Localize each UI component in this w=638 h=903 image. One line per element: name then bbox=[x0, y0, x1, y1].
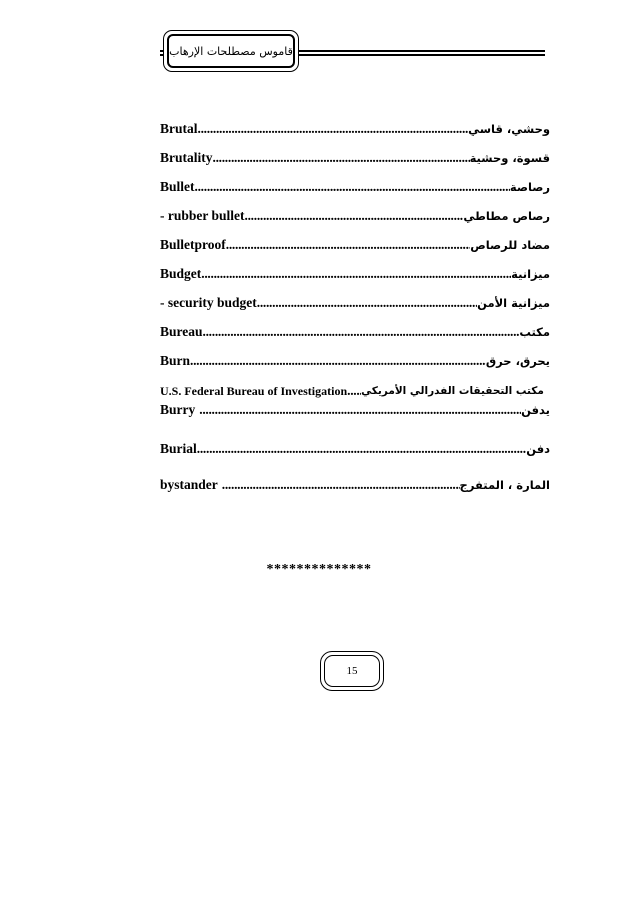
entry-english: bystander bbox=[160, 477, 218, 492]
entry-leader bbox=[245, 208, 464, 224]
entry-leader bbox=[195, 179, 510, 195]
entry-english: Bullet bbox=[160, 179, 195, 194]
entry-arabic: مكتب bbox=[519, 325, 550, 339]
header-title-box bbox=[163, 30, 299, 72]
section-separator-stars: ************** bbox=[266, 562, 372, 577]
entry-arabic: مكتب التحقيقات الفدرالي الأمريكي bbox=[361, 385, 544, 397]
entry-english: Budget bbox=[160, 266, 202, 281]
entry-arabic: قسوة، وحشية bbox=[469, 151, 550, 165]
entry-english: - rubber bullet bbox=[160, 208, 245, 223]
entry-english: Burry bbox=[160, 402, 196, 417]
entry-bulletproof bbox=[160, 234, 550, 256]
entry-brutality bbox=[160, 147, 550, 169]
entry-arabic: وحشي، قاسي bbox=[468, 122, 550, 136]
entry-english: Burn bbox=[160, 353, 191, 368]
page-number-box bbox=[320, 651, 384, 691]
entry-leader bbox=[213, 150, 470, 166]
entry-burial bbox=[160, 438, 550, 460]
entry-english: Brutality bbox=[160, 150, 213, 165]
entry-arabic: دفن bbox=[526, 442, 550, 456]
entry-leader bbox=[199, 402, 521, 418]
header-title: قاموس مصطلحات الإرهاب bbox=[167, 34, 295, 68]
entry-leader bbox=[226, 237, 470, 253]
entry-english: Burial bbox=[160, 441, 197, 456]
entry-english: U.S. Federal Bureau of Investigation bbox=[160, 383, 348, 398]
entry-burry bbox=[160, 399, 550, 421]
page-number: 15 bbox=[324, 655, 380, 687]
entry-budget bbox=[160, 263, 550, 285]
entry-rubber-bullet bbox=[160, 205, 550, 227]
entry-arabic: ميزانية الأمن bbox=[477, 296, 550, 310]
entry-burn bbox=[160, 350, 550, 372]
entry-english: - security budget bbox=[160, 295, 257, 310]
entry-arabic: مضاد للرصاص bbox=[470, 238, 550, 252]
entry-bullet bbox=[160, 176, 550, 198]
entry-security-budget bbox=[160, 292, 550, 314]
entry-leader bbox=[347, 383, 361, 399]
entry-leader bbox=[197, 441, 526, 457]
entry-arabic: المارة ، المتفرج bbox=[459, 478, 550, 492]
entry-arabic: يحرق، حرق bbox=[485, 354, 550, 368]
entry-bystander bbox=[160, 474, 550, 496]
entry-english: Brutal bbox=[160, 121, 198, 136]
entry-leader bbox=[198, 121, 469, 137]
entry-bureau bbox=[160, 321, 550, 343]
entry-english: Bulletproof bbox=[160, 237, 226, 252]
entry-leader bbox=[257, 295, 477, 311]
entry-arabic: ميزانية bbox=[511, 267, 550, 281]
entry-arabic: رصاصة bbox=[509, 180, 550, 194]
entry-leader bbox=[190, 353, 486, 369]
entry-english: Bureau bbox=[160, 324, 203, 339]
entry-leader bbox=[222, 477, 460, 493]
entry-leader bbox=[203, 324, 520, 340]
entry-arabic: رصاص مطاطي bbox=[463, 209, 550, 223]
entry-brutal bbox=[160, 118, 550, 140]
entry-arabic: يدفن bbox=[521, 403, 550, 417]
entry-leader bbox=[201, 266, 511, 282]
